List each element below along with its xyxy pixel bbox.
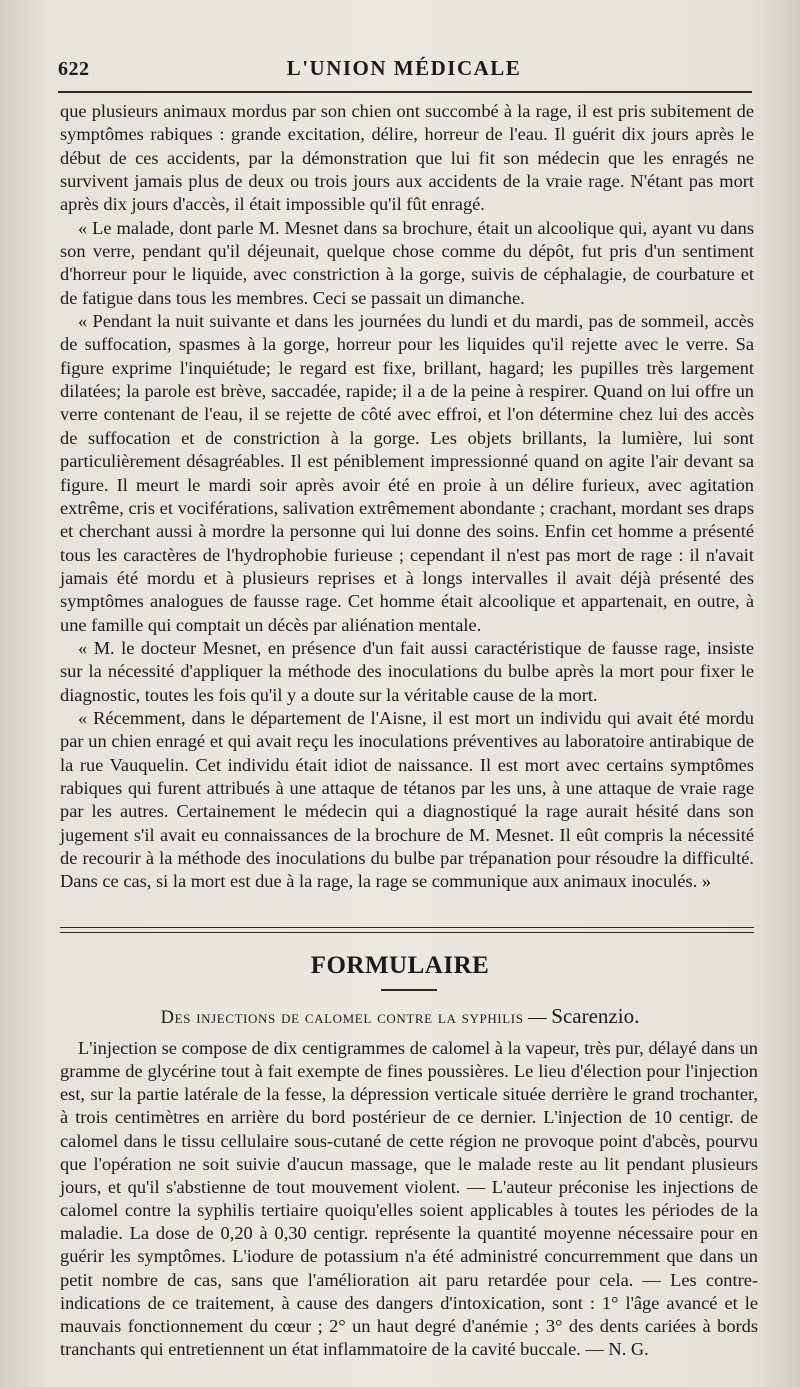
article-heading <box>0 1004 800 1029</box>
title-underline <box>381 989 437 991</box>
article-body <box>60 1037 758 1361</box>
page-number: 622 <box>58 58 90 80</box>
paragraph: L'injection se compose de dix centigrammes de calomel à la vapeur, très pur, délayé dans un gramme de glycérine tout à fait exempte de fines poussières. Le lieu d'élection pour l'injection est, sur la partie latérale de la fesse, la dépression verticale située derrière le grand trochanter, à trois centimètres en arrière du bord postérieur de ce dernier. L'injection de 10 centigr. de calomel dans le tissu cellulaire sous-cutané de cette région ne provoque point d'abcès, pourvu que l'opération ne soit suivie d'aucun massage, que le malade reste au lit pendant plusieurs jours, et qu'il s'abstienne de tout mouvement violent. — L'auteur préconise les injections de calomel contre la syphilis tertiaire quoiqu'elles soient applicables à toutes les périodes de la maladie. La dose de 0,20 à 0,30 centigr. représente la quantité moyenne nécessaire pour en guérir les symptômes. L'iodure de potassium n'a été administré concurremment que dans un petit nombre de cas, sans que l'amélioration ait paru retardée pour cela. — Les contre-indications de ce traitement, à cause des dangers d'intoxication, sont : 1° l'âge avancé et le mauvais fonctionnement du cœur ; 2° un haut degré d'anémie ; 3° des dents cariées à bords tranchants qui entretiennent un état inflammatoire de la cavité buccale. — N. G. <box>60 1038 758 1360</box>
paragraph: « Le malade, dont parle M. Mesnet dans sa brochure, était un alcoolique qui, ayant vu dans son verre, pendant qu'il déjeunait, quelque chose comme du dépôt, fut pris d'un sentiment d'horreur pour le liquide, avec constriction à la gorge, suivis de céphalagie, de courbature et de fatigue dans tous les membres. Ceci se passait un dimanche. <box>60 217 754 308</box>
heading-separator: — <box>528 1008 547 1028</box>
article-continuation <box>60 100 754 894</box>
section-divider <box>60 927 754 933</box>
article-title: Des injections de calomel contre la syphilis <box>160 1008 524 1028</box>
section-title: FORMULAIRE <box>310 952 490 979</box>
running-title: L'UNION MÉDICALE <box>286 56 522 80</box>
paragraph: que plusieurs animaux mordus par son chien ont succombé à la rage, il est pris subitement de symptômes rabiques : grande excitation, délire, horreur de l'eau. Il guérit dix jours après le début de ces accidents, par la démonstration que lui fit son médecin que les enragés ne survivent jamais plus de deux ou trois jours aux accidents de la vraie rage. N'étant pas mort après dix jours d'accès, il était impossible qu'il fût enragé. <box>60 101 754 215</box>
paragraph: « Pendant la nuit suivante et dans les journées du lundi et du mardi, pas de sommeil, accès de suffocation, spasmes à la gorge, horreur pour les liquides qu'il rejette avec le verre. Sa figure exprime l'inquiétude; le regard est fixe, brillant, hagard; les pupilles très largement dilatées; la parole est brève, saccadée, rapide; il a de la peine à respirer. Quand on lui offre un verre contenant de l'eau, il se rejette de côté avec effroi, et l'on détermine chez lui des accès de suffocation et de constriction à la gorge. Les objets brillants, la lumière, lui sont particulièrement désagréables. Il est péniblement impressionné quand on agite l'air devant sa figure. Il meurt le mardi soir après avoir été en proie à un délire furieux, avec agitation extrême, cris et vociférations, salivation extrêmement abondante ; crachant, mordant ses draps et cherchant aussi à mordre la personne qui lui donne des soins. Enfin cet homme a présenté tous les caractères de l'hydrophobie furieuse ; cependant il n'est pas mort de rage : il n'avait jamais été mordu et à plusieurs reprises et à longs intervalles il avait déjà présenté des symptômes analogues de fausse rage. Cet homme était alcoolique et appartenait, en outre, à une famille qui comptait un décès par aliénation mentale. <box>60 311 754 635</box>
paragraph: « Récemment, dans le département de l'Aisne, il est mort un individu qui avait été mordu par un chien enragé et qui avait reçu les inoculations préventives au laboratoire antirabique de la rue Vauquelin. Cet individu était idiot de naissance. Il est mort avec certains symptômes rabiques qui furent attribués à une attaque de tétanos par les uns, à une attaque de vraie rage par les autres. Certainement le médecin qui a diagnostiqué la rage aurait hésité dans son jugement s'il avait eu connaissances de la brochure de M. Mesnet. Il eût compris la nécessité de recourir à la méthode des inoculations du bulbe par trépanation pour résoudre la difficulté. Dans ce cas, si la mort est due à la rage, la rage se communique aux animaux inoculés. » <box>60 707 754 892</box>
paragraph: « M. le docteur Mesnet, en présence d'un fait aussi caractéristique de fausse rage, insiste sur la nécessité d'appliquer la méthode des inoculations du bulbe après la mort pour fixer le diagnostic, toutes les fois qu'il y a doute sur la véritable cause de la mort. <box>60 637 754 705</box>
header-rule <box>58 91 752 93</box>
page-header <box>58 50 750 86</box>
article-author: Scarenzio. <box>551 1004 640 1028</box>
